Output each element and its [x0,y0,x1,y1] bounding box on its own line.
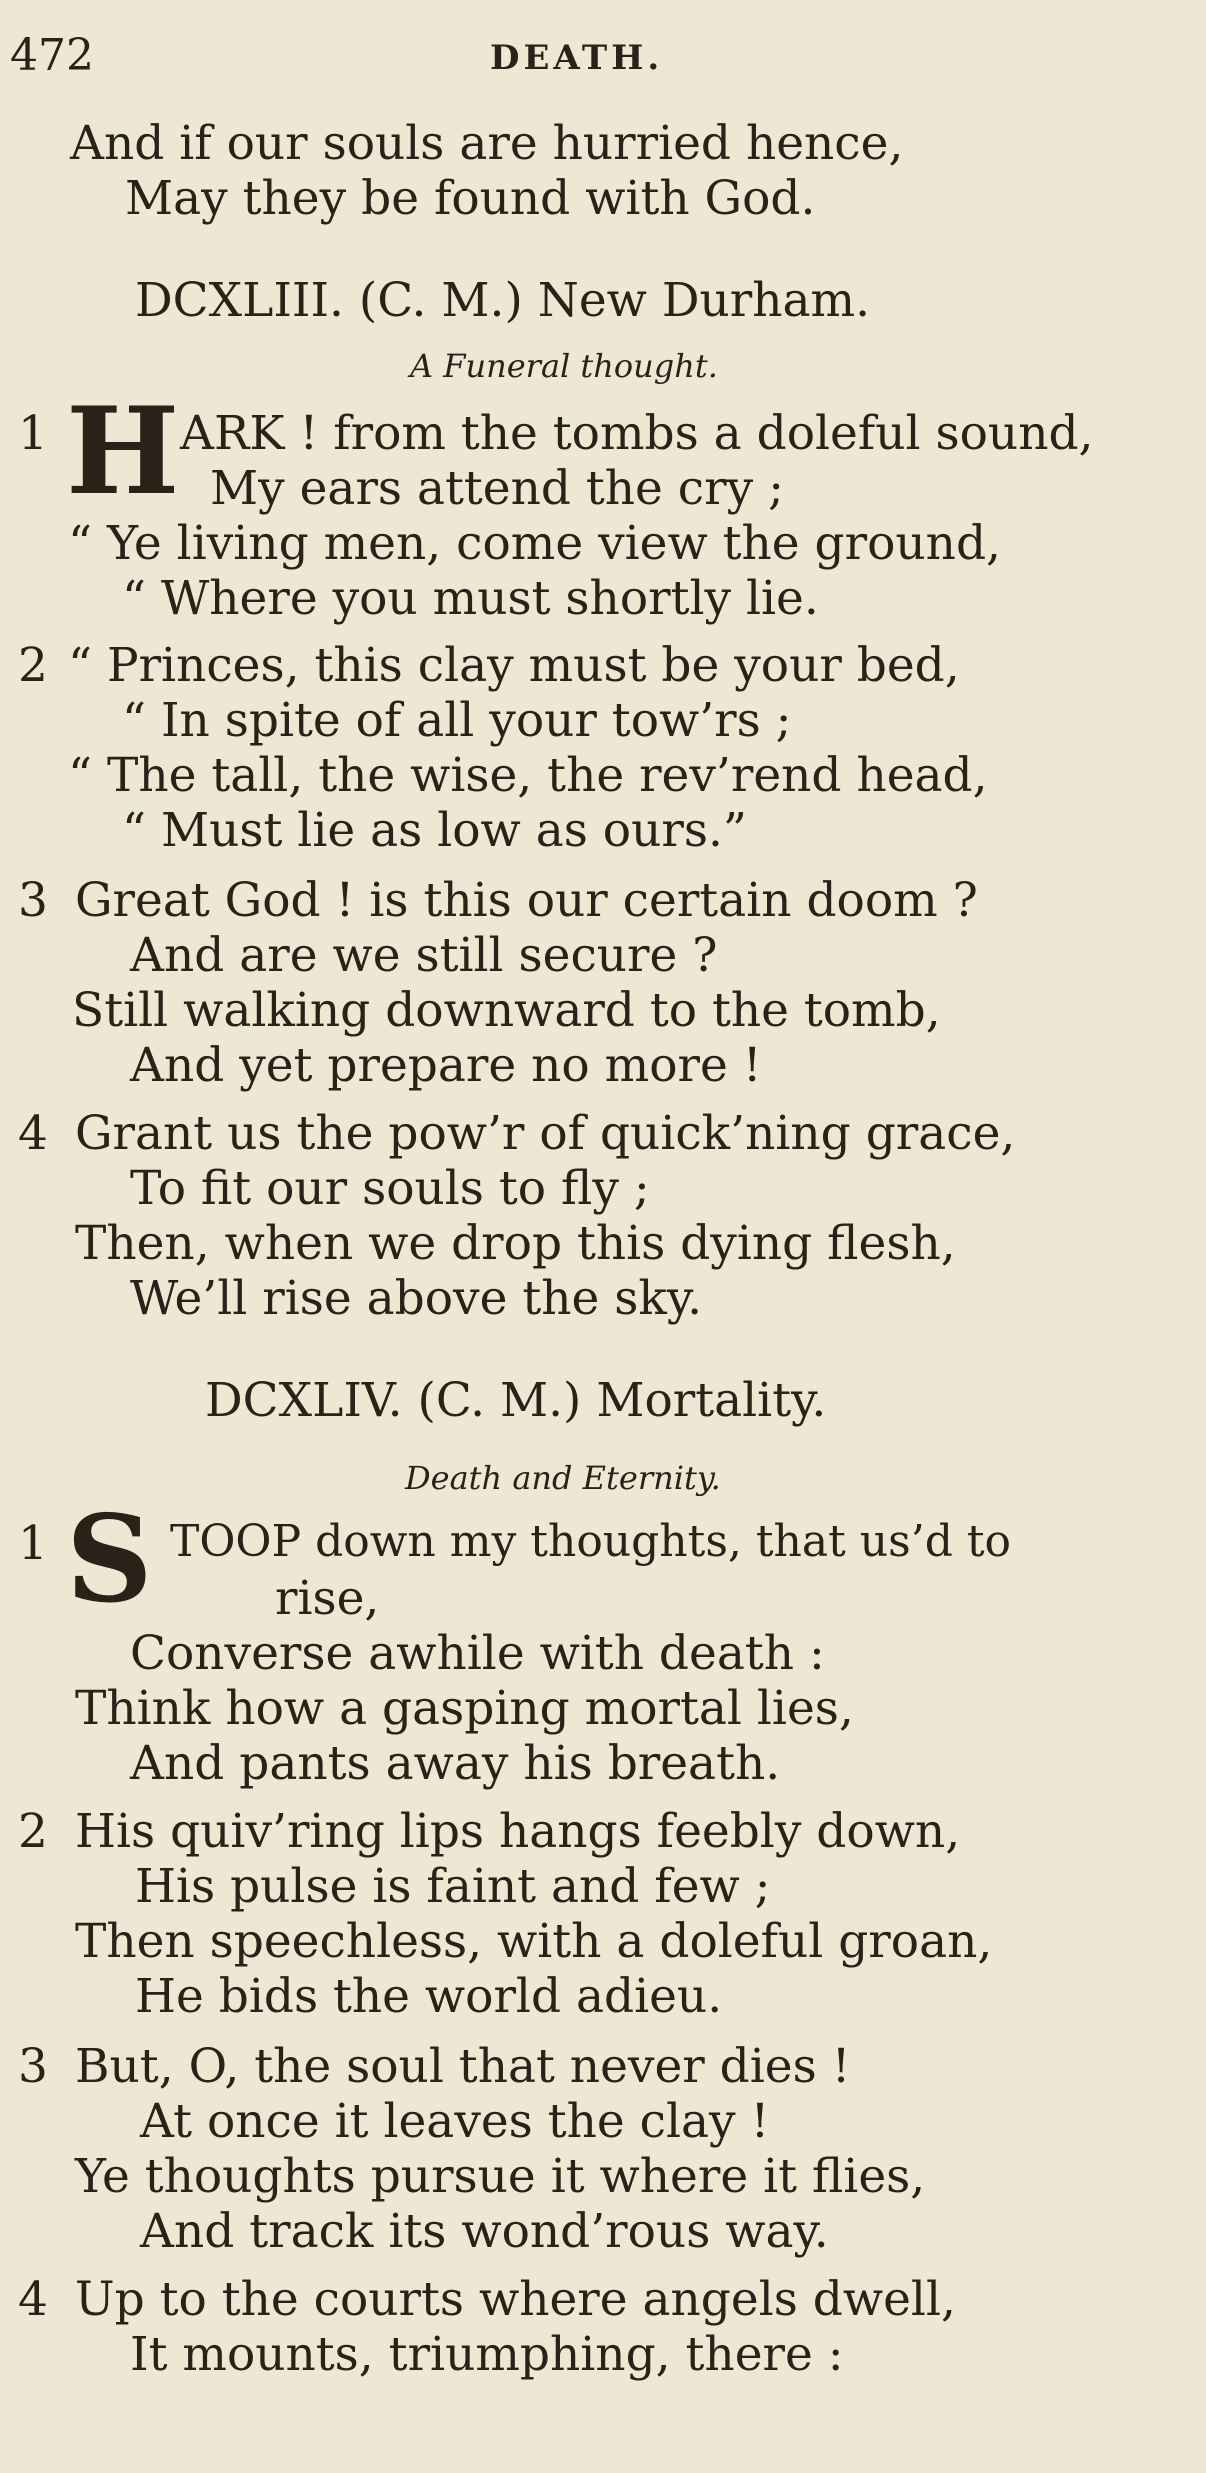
verse-number: 1 [18,406,48,461]
hymn-line: My ears attend the cry ; [210,461,784,516]
verse-number: 4 [18,1106,48,1161]
verse-number: 2 [18,638,48,693]
hymn-line: Ye thoughts pursue it where it flies, [75,2149,926,2204]
hymn-line: Up to the courts where angels dwell, [75,2272,956,2327]
hymn-line: Then, when we drop this dying flesh, [75,1216,956,1271]
hymn-line: Then speechless, with a doleful groan, [75,1914,993,1969]
hymn-line: rise, [275,1571,380,1626]
page-number: 472 [10,30,94,81]
hymn-line: “ Ye living men, come view the ground, [68,516,1001,571]
hymn-line: His pulse is faint and few ; [135,1859,771,1914]
hymn-line: Great God ! is this our certain doom ? [75,873,978,928]
verse-number: 2 [18,1804,48,1859]
hymn-line: And track its wond’rous way. [140,2204,829,2259]
hymn-line: “ In spite of all your tow’rs ; [122,693,792,748]
drop-cap: S [66,1489,153,1630]
hymn-subtitle: Death and Eternity. [405,1459,721,1497]
hymn-line: We’ll rise above the sky. [130,1271,703,1326]
page-header [0,30,1206,90]
hymn-line: Think how a gasping mortal lies, [75,1681,854,1736]
verse-number: 3 [18,2039,48,2094]
hymn-line: And are we still secure ? [130,928,718,983]
hymn-line: Still walking downward to the tomb, [72,983,941,1038]
hymn-line: TOOP down my thoughts, that us’d to [170,1516,1012,1567]
continuation-line: And if our souls are hurried hence, [70,116,904,171]
hymn-subtitle: A Funeral thought. [410,347,718,385]
hymn-line: “ Princes, this clay must be your bed, [68,638,960,693]
hymn-line: “ The tall, the wise, the rev’rend head, [68,748,988,803]
hymn-line: And pants away his breath. [130,1736,781,1791]
hymn-line: But, O, the soul that never dies ! [75,2039,851,2094]
drop-cap: H [66,381,180,522]
hymn-line: ARK ! from the tombs a doleful sound, [180,406,1094,461]
hymn-line: It mounts, triumphing, there : [130,2327,844,2382]
continuation-line: May they be found with God. [125,171,816,226]
hymn-line: At once it leaves the clay ! [140,2094,770,2149]
hymn-line: He bids the world adieu. [135,1969,723,2024]
verse-number: 3 [18,873,48,928]
hymn-line: “ Must lie as low as ours.” [122,803,747,858]
verse-number: 4 [18,2272,48,2327]
hymn-line: His quiv’ring lips hangs feebly down, [75,1804,961,1859]
hymn-line: Grant us the pow’r of quick’ning grace, [75,1106,1016,1161]
hymn-line: To fit our souls to fly ; [130,1161,650,1216]
verse-number: 1 [18,1516,48,1571]
hymn-title: DCXLIV. (C. M.) Mortality. [205,1373,827,1428]
hymn-line: Converse awhile with death : [130,1626,825,1681]
hymn-line: “ Where you must shortly lie. [122,571,819,626]
hymn-title: DCXLIII. (C. M.) New Durham. [135,273,871,328]
hymn-line: And yet prepare no more ! [130,1038,762,1093]
running-head: DEATH. [490,38,664,78]
